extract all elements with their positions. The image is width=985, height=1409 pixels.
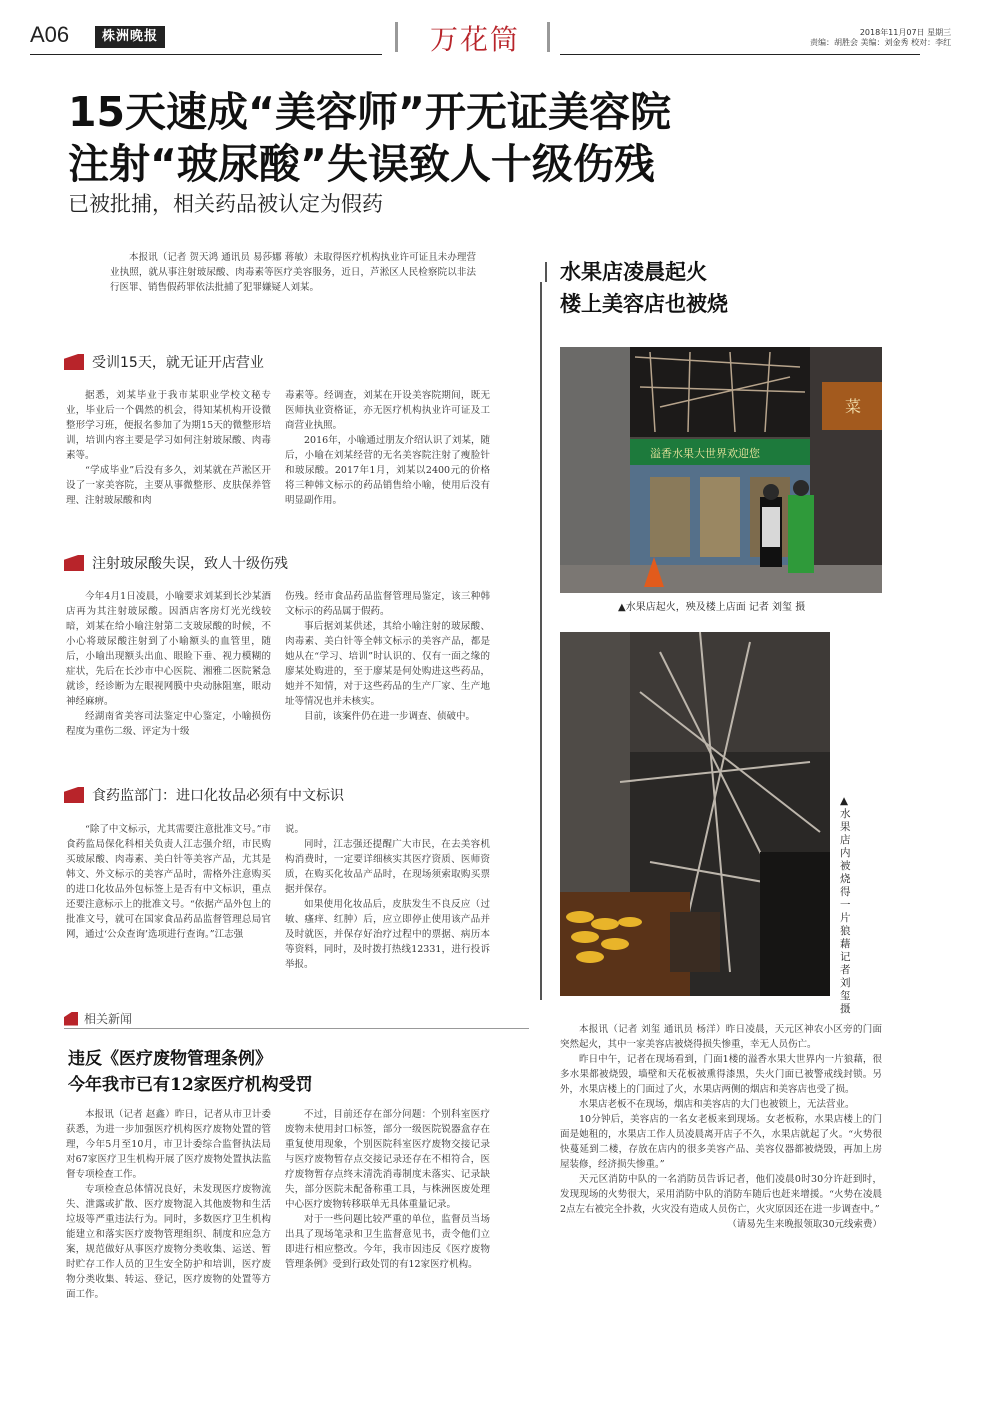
subhead-marker-icon xyxy=(64,354,84,370)
paragraph: 目前，该案件仍在进一步调查、侦破中。 xyxy=(304,711,476,722)
paragraph: 同时，江志强还提醒广大市民，在去美容机构消费时，一定要详细核实其医疗资质、医师资质，在购买化妆品产品时，在现场须索取购买票据并保存。 xyxy=(285,839,490,895)
header-date: 2018年11月07日 星期三 xyxy=(859,28,952,37)
subhead-1-text: 受训15天，就无证开店营业 xyxy=(92,355,264,371)
related-marker-icon xyxy=(64,1012,78,1026)
section-1-col-1 xyxy=(66,388,271,508)
subhead-1 xyxy=(64,352,264,372)
section-3-col-2 xyxy=(285,822,490,972)
svg-text:菜: 菜 xyxy=(845,397,862,416)
photo-interior-caption: ▲水果店内被烧得一片狼藉 记者 刘玺 摄 xyxy=(840,795,851,1015)
paragraph: 专项检查总体情况良好，未发现医疗废物流失、泄露或扩散、医疗废物混入其他废物和生活垃圾等严重违法行为。同时，多数医疗卫生机构能建立和落实医疗废物管理组织、制度和应急方案，规范做好从事医疗废物分类收集、运送、暂时贮存工作人员的卫生安全防护和培训，医疗废物分类收集、转运、登记，医疗废物的处置等方面工作。 xyxy=(66,1184,271,1300)
header-divider xyxy=(395,22,398,52)
subhead-2 xyxy=(64,553,288,573)
paragraph: 2016年，小喻通过朋友介绍认识了刘某，随后，小喻在刘某经营的无名美容院注射了瘦脸针和玻尿酸。2017年1月，刘某以2400元的价格将三种韩文标示的药品销售给小喻，使用后没有明显副作用。 xyxy=(285,435,490,506)
headline-line1: 15天速成“美容师”开无证美容院 xyxy=(68,88,671,136)
subheadline: 已被批捕，相关药品被认定为假药 xyxy=(68,192,383,216)
lead-paragraph xyxy=(110,250,476,295)
tip-fee-note: （请易先生来晚报领取30元线索费） xyxy=(727,1219,882,1230)
header-meta xyxy=(810,28,951,48)
paragraph: 10分钟后，美容店的一名女老板来到现场。女老板称，水果店楼上的门面是她租的，水果店工作人员凌晨离开店子不久，水果店就起了火。“火势很快蔓延到二楼，存放在店内的很多美容产品、美容仪器都被烧毁，再加上房屋装修，经济损失惨重。” xyxy=(560,1114,882,1170)
photo-storefront xyxy=(560,347,882,593)
paragraph: 事后据刘某供述，其给小喻注射的玻尿酸、肉毒素、美白针等全韩文标示的美容产品，都是她从在“学习、培训”时认识的、仅有一面之缘的廖某处购进的，至于廖某是何处购进这些药品，她并不知情，对于这些药品的生产厂家、生产地址等情况也并未核实。 xyxy=(285,621,490,707)
sidebar-headline-line2: 楼上美容店也被烧 xyxy=(560,291,728,316)
sidebar-body xyxy=(560,1022,882,1232)
paragraph: 据悉，刘某毕业于我市某职业学校文秘专业，毕业后一个偶然的机会，得知某机构开设微整形学习班，便报名参加了为期15天的微整形培训，培训内容主要是学习如何注射玻尿酸、肉毒素等。 xyxy=(66,390,271,461)
sidebar-rule-top xyxy=(545,262,547,282)
related-headline xyxy=(68,1046,313,1098)
related-col-2 xyxy=(285,1107,490,1272)
photo-storefront-drawing xyxy=(560,347,882,593)
subhead-marker-icon xyxy=(64,555,84,571)
subhead-2-text: 注射玻尿酸失误，致人十级伤残 xyxy=(92,556,288,572)
paragraph: 今年4月1日凌晨，小喻要求刘某到长沙某酒店再为其注射玻尿酸。因酒店客房灯光光线较暗，刘某在给小喻注射第二支玻尿酸的时候，不小心将玻尿酸注射到了小喻额头的血管里，随后，小喻出现额头出血、眼睑下垂、视力模糊的症状，先后在长沙市中心医院、湘雅二医院紧急就诊，经诊断为左眼视网膜中央动脉阻塞，眼动神经麻痹。 xyxy=(66,591,271,707)
subhead-3-text: 食药监部门：进口化妆品必须有中文标识 xyxy=(92,788,344,804)
related-rule xyxy=(64,1028,529,1029)
headline-line2: 注射“玻尿酸”失误致人十级伤残 xyxy=(68,140,655,188)
related-news-tag xyxy=(64,1010,132,1027)
page-number: A06 xyxy=(30,22,70,47)
paragraph: 毒素等。经调查，刘某在开设美容院期间，既无医师执业资格证，亦无医疗机构执业许可证及工商营业执照。 xyxy=(285,390,490,431)
newspaper-logo: 株洲晚报 xyxy=(95,26,165,48)
section-2-col-1 xyxy=(66,589,271,739)
paragraph: 昨日中午，记者在现场看到，门面1楼的溢香水果大世界内一片狼藉，很多水果都被烧毁，墙壁和天花板被熏得漆黑，失火门面已被警戒线封锁。另外，水果店楼上的门面过了火，水果店两侧的烟店和美容店也受了损。 xyxy=(560,1054,882,1095)
header-editors: 责编：胡胜会 美编：刘金秀 校对：李红 xyxy=(810,38,952,47)
paragraph: 不过，目前还存在部分问题：个别科室医疗废物未使用封口标签，部分一级医院锐器盒存在重复使用现象，个别医院科室医疗废物交接记录与医疗废物暂存点交接记录还存在不相符合，医疗废物暂存点终末清洗消毒制度未落实、记录缺失，部分医院未配备称重工具，与株洲医废处理中心医疗废物转移联单无具体重量记录。 xyxy=(285,1109,490,1210)
subhead-3 xyxy=(64,785,344,805)
photo-storefront-caption: ▲水果店起火，殃及楼上店面 记者 刘玺 摄 xyxy=(618,602,806,613)
paragraph: 伤残。经市食品药品监督管理局鉴定，该三种韩文标示的药品属于假药。 xyxy=(285,591,490,617)
lead-text: 本报讯（记者 贺天鸿 通讯员 易莎娜 蒋敏）未取得医疗机构执业许可证且未办理营业执照，就从事注射玻尿酸、肉毒素等医疗美容服务，近日，芦淞区人民检察院以非法行医罪、销售假药罪依法批捕了犯罪嫌疑人刘某。 xyxy=(110,252,476,293)
paragraph: 对于一些问题比较严重的单位，监督员当场出具了现场笔录和卫生监督意见书，责令他们立即进行相应整改。今年，我市因违反《医疗废物管理条例》受到行政处罚的有12家医疗机构。 xyxy=(285,1214,490,1270)
header-rule-right xyxy=(560,54,920,55)
related-headline-line1: 违反《医疗废物管理条例》 xyxy=(68,1049,272,1069)
related-headline-line2: 今年我市已有12家医疗机构受罚 xyxy=(68,1075,313,1095)
paragraph: 天元区消防中队的一名消防员告诉记者，他们凌晨0时30分许赶到时，发现现场的火势很大，采用消防中队的消防车随后也赶来增援。“火势在凌晨2点左右被完全扑救，火灾没有造成人员伤亡，火灾原因还在进一步调查中。” xyxy=(560,1174,882,1215)
paragraph: 如果使用化妆品后，皮肤发生不良反应（过敏、瘙痒、红肿）后，应立即停止使用该产品并及时就医，并保存好治疗过程中的票据、病历本等资料，同时，及时拨打热线12331，进行投诉举报。 xyxy=(285,899,490,970)
subhead-marker-icon xyxy=(64,787,84,803)
paragraph: 本报讯（记者 赵鑫）昨日，记者从市卫计委获悉，为进一步加强医疗机构医疗废物处置的管理，今年5月至10月，市卫计委综合监督执法局对67家医疗卫生机构开展了医疗废物处置执法监督专项检查工作。 xyxy=(66,1109,271,1180)
related-tag-text: 相关新闻 xyxy=(84,1012,133,1026)
paragraph: “学成毕业”后没有多久，刘某就在芦淞区开设了一家美容院，主要从事微整形、皮肤保养管理、注射玻尿酸和肉 xyxy=(66,465,271,506)
related-col-1 xyxy=(66,1107,271,1302)
headline xyxy=(68,86,671,190)
photo-burned-interior xyxy=(560,632,830,996)
photo-sign-text: 溢香水果大世界欢迎您 xyxy=(650,447,760,460)
paragraph: “除了中文标示，尤其需要注意批准文号。”市食药监局保化科相关负责人江志强介绍，市民购买玻尿酸、肉毒素、美白针等美容产品，尤其是韩文、外文标示的美容产品时，需格外注意购买的进口化妆品外包标签上是否有中文标识，重点还要注意标示上的批准文号。“依据产品外包上的批准文号，就可在国家食品药品监督管理总局官网，通过‘公众查询’选项进行查询。”江志强 xyxy=(66,824,271,940)
section-3-col-1 xyxy=(66,822,271,942)
paragraph: 经湖南省美容司法鉴定中心鉴定，小喻损伤程度为重伤二级、评定为十级 xyxy=(66,711,271,737)
header-divider xyxy=(547,22,550,52)
sidebar-rule xyxy=(540,282,542,1000)
section-title: 万花筒 xyxy=(430,23,521,56)
sidebar-headline-line1: 水果店凌晨起火 xyxy=(560,259,707,284)
header-rule-left xyxy=(30,54,382,55)
paragraph: 水果店老板不在现场，烟店和美容店的大门也被锁上，无法营业。 xyxy=(579,1099,855,1110)
paragraph: 说。 xyxy=(285,824,305,835)
section-2-col-2 xyxy=(285,589,490,724)
sidebar-headline xyxy=(560,256,728,320)
section-1-col-2 xyxy=(285,388,490,508)
photo-interior-drawing xyxy=(560,632,830,996)
paragraph: 本报讯（记者 刘玺 通讯员 杨洋）昨日凌晨，天元区神农小区旁的门面突然起火，其中一家美容店被烧得损失惨重，幸无人员伤亡。 xyxy=(560,1024,882,1050)
